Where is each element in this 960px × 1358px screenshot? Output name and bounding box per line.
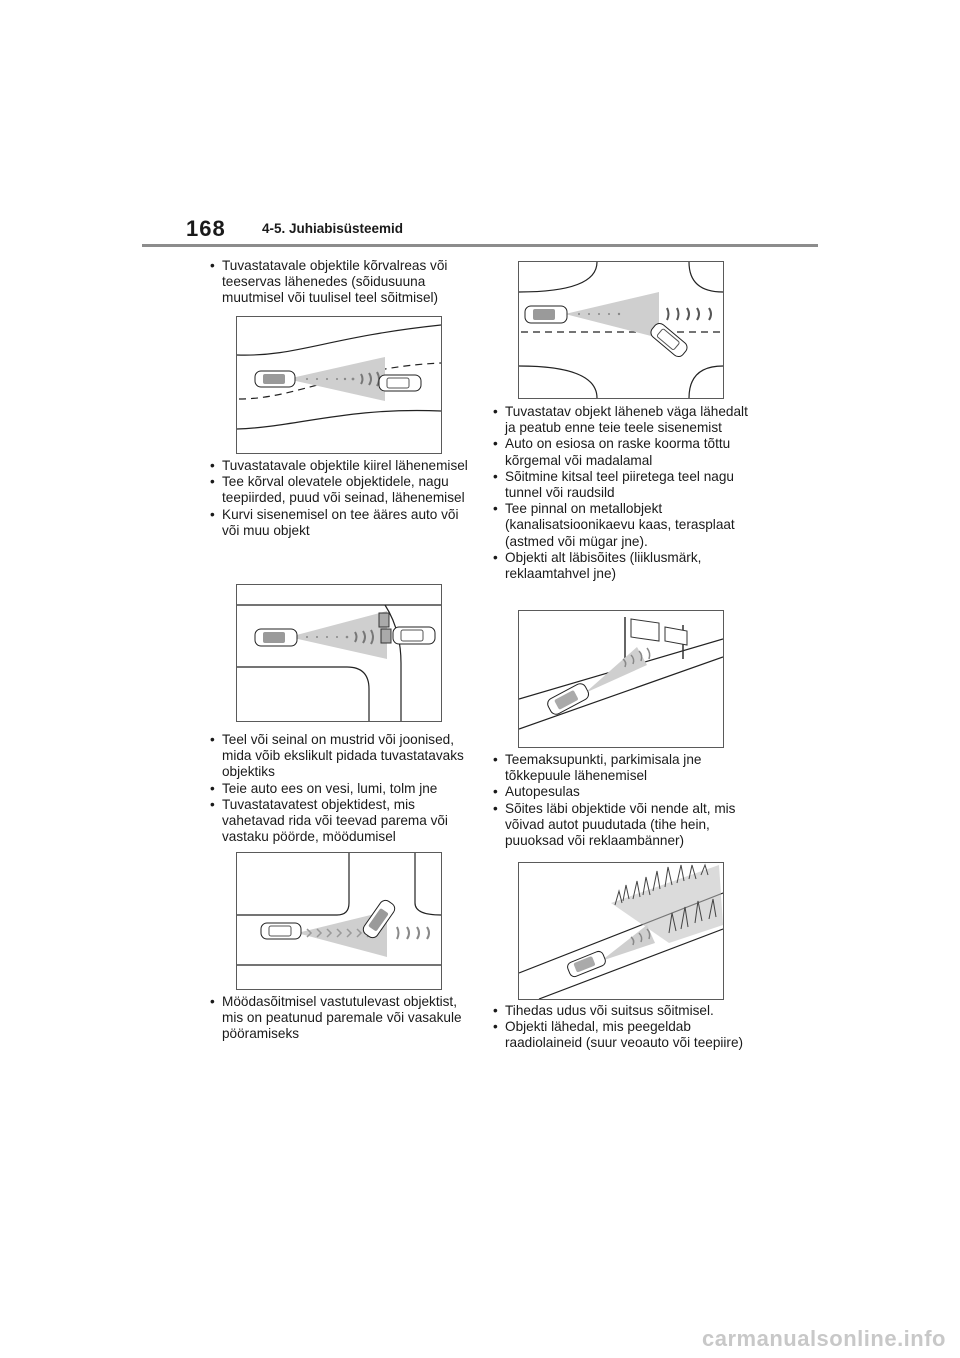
cross-traffic-illustration xyxy=(519,262,723,398)
own-car xyxy=(566,950,607,978)
right-bullets-3 xyxy=(490,1003,755,1052)
bullet-item xyxy=(490,501,755,550)
bullet-text: Tee kõrval olevatele objektidele, nagu teepiirded, puud või seinad, lähenemisel xyxy=(222,474,465,506)
bullet-text: Tihedas udus või suitsus sõitmisel. xyxy=(505,1003,714,1018)
right-bullets-2 xyxy=(490,752,755,849)
page-number: 168 xyxy=(186,216,226,241)
bullet-dot: • xyxy=(210,506,215,522)
bullet-dot: • xyxy=(493,501,498,517)
own-car xyxy=(525,306,567,323)
bullet-text: Sõitmine kitsal teel piiretega teel nagu tunnel või raudsild xyxy=(505,468,734,501)
bullet-text: Tuvastatavale objektile kõrvalreas või teeservas lähenedes (sõidusuuna muutmisel või tuulisel teel sõitmisel) xyxy=(222,258,448,306)
parked-car xyxy=(393,627,435,644)
bullet-item xyxy=(490,550,755,582)
bullet-dot: • xyxy=(493,800,498,816)
target-car xyxy=(379,375,421,391)
figure-dense-grass xyxy=(518,862,724,1000)
left-bullets-1 xyxy=(207,258,472,307)
bullet-text: Kurvi sisenemisel on tee ääres auto või või muu objekt xyxy=(222,506,459,538)
bullet-item xyxy=(490,784,755,800)
bullet-dot: • xyxy=(210,458,215,473)
bullet-item xyxy=(207,781,472,797)
bullet-dot: • xyxy=(493,436,498,452)
curve-illustration xyxy=(237,585,441,721)
figure-oncoming-turn xyxy=(236,852,442,990)
bullet-item xyxy=(207,797,472,846)
watermark: carmanualsonline.info xyxy=(702,1326,946,1351)
left-bullets-2 xyxy=(207,458,472,539)
figure-overhead-sign xyxy=(518,610,724,748)
bullet-text: Teel või seinal on mustrid või joonised, mida võib ekslikult pidada tuvastatavaks objektiks xyxy=(222,732,464,780)
figure-cross-traffic xyxy=(518,261,724,399)
bullet-dot: • xyxy=(493,1019,498,1035)
bullet-text: Möödasõitmisel vastutulevast objektist, mis on peatunud paremale või vasakule pööramiseks xyxy=(222,994,462,1042)
figure-lane-change xyxy=(236,316,442,454)
bullet-item xyxy=(207,458,472,474)
bullet-dot: • xyxy=(493,752,498,767)
bullet-item xyxy=(490,469,755,501)
bullet-item xyxy=(207,258,472,307)
bullet-text: Teie auto ees on vesi, lumi, tolm jne xyxy=(222,780,438,796)
bullet-dot: • xyxy=(493,1003,498,1018)
bullet-dot: • xyxy=(493,468,498,484)
crossing-car xyxy=(649,321,690,359)
overhead-sign-illustration xyxy=(519,611,723,747)
own-car xyxy=(261,923,301,939)
bullet-item xyxy=(490,801,755,850)
figure-curve xyxy=(236,584,442,722)
lane-change-illustration xyxy=(237,317,441,453)
right-bullets-1 xyxy=(490,404,755,582)
bullet-item xyxy=(490,1003,755,1019)
bullet-item xyxy=(207,507,472,539)
bullet-item xyxy=(207,474,472,506)
bullet-text: Tee pinnal on metallobjekt (kanalisatsioonikaevu kaas, terasplaat (astmed või mügar jne). xyxy=(505,501,735,549)
bullet-text: Teemaksupunkti, parkimisala jne tõkkepuule lähenemisel xyxy=(505,752,702,784)
bullet-item xyxy=(490,436,755,468)
bullet-text: Objekti alt läbisõites (liiklusmärk, reklaamtahvel jne) xyxy=(505,549,702,582)
header-divider xyxy=(142,244,818,247)
bullet-item xyxy=(207,732,472,781)
bullet-text: Sõites läbi objektide või nende alt, mis võivad autot puudutada (tihe hein, puuoksad või reklaambänner) xyxy=(505,800,736,849)
bullet-item xyxy=(490,752,755,784)
bullet-dot: • xyxy=(210,474,215,490)
bullet-dot: • xyxy=(210,780,215,796)
left-bullets-3 xyxy=(207,732,472,845)
bullet-item xyxy=(207,994,472,1043)
bullet-item xyxy=(490,1019,755,1051)
bullet-text: Objekti lähedal, mis peegeldab raadiolaineid (suur veoauto või teepiire) xyxy=(505,1019,744,1051)
bullet-dot: • xyxy=(210,796,215,812)
bullet-dot: • xyxy=(493,549,498,565)
bullet-text: Tuvastatavale objektile kiirel lähenemisel xyxy=(222,458,468,473)
bullet-text: Auto on esiosa on raske koorma tõttu kõrgemal või madalamal xyxy=(505,436,731,468)
bullet-dot: • xyxy=(210,258,215,273)
bullet-dot: • xyxy=(210,994,215,1009)
dense-grass-illustration xyxy=(519,863,723,999)
bullet-dot: • xyxy=(493,404,498,419)
bullet-dot: • xyxy=(210,732,215,747)
oncoming-turn-illustration xyxy=(237,853,441,989)
section-title: 4-5. Juhiabisüsteemid xyxy=(262,221,404,236)
bullet-text: Autopesulas xyxy=(505,784,580,800)
bullet-dot: • xyxy=(493,784,498,800)
bullet-text: Tuvastatav objekt läheneb väga lähedalt ja peatub enne teie teele sisenemist xyxy=(505,404,748,436)
bullet-item xyxy=(490,404,755,436)
left-bullets-4 xyxy=(207,994,472,1043)
own-car xyxy=(255,371,295,387)
bullet-text: Tuvastatavatest objektidest, mis vahetavad rida või teevad parema või vastaku pöörde, möödumisel xyxy=(222,796,448,845)
own-car xyxy=(255,629,297,646)
